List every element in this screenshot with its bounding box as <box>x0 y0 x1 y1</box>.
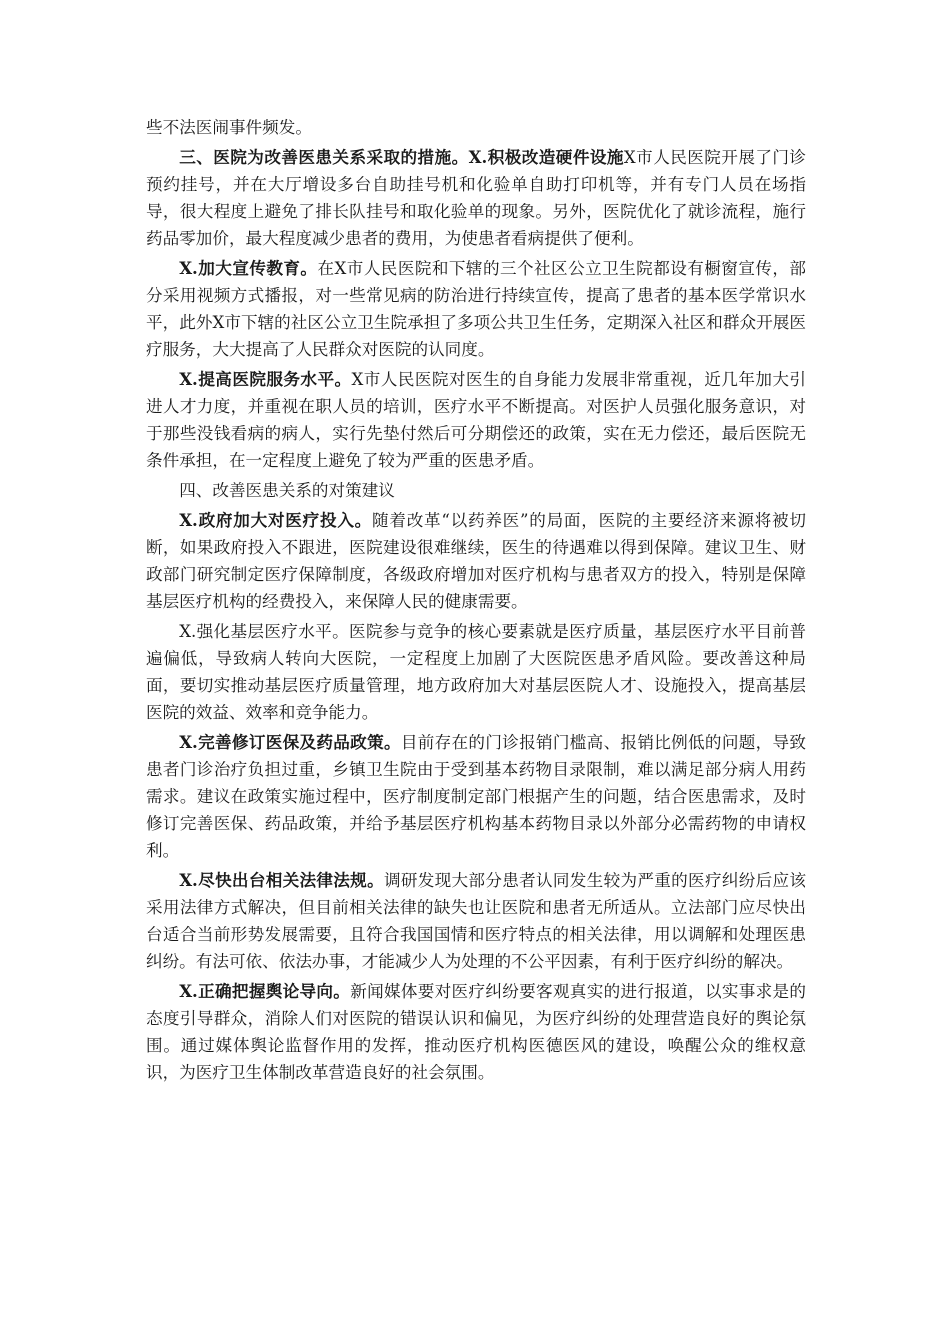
paragraph-grassroots-medical <box>146 618 806 726</box>
paragraph-legislation <box>146 867 806 975</box>
paragraph-insurance-policy <box>146 729 806 864</box>
paragraph-heading: X.提高医院服务水平。 <box>179 369 352 389</box>
paragraph-body: X.强化基层医疗水平。医院参与竞争的核心要素就是医疗质量，基层医疗水平目前普遍偏低，导致病人转向大医院，一定程度上加剧了大医院医患矛盾风险。要改善这种局面，要切实推动基层医疗质量管理，地方政府加大对基层医院人才、设施投入，提高基层医院的效益、效率和竞争能力。 <box>146 622 806 722</box>
paragraph-body: 在X市人民医院和下辖的三个社区公立卫生院都设有橱窗宣传，部分采用视频方式播报，对一些常见病的防治进行持续宣传，提高了患者的基本医学常识水平，此外X市下辖的社区公立卫生院承担了多项公共卫生任务，定期深入社区和群众开展医疗服务，大大提高了人民群众对医院的认同度。 <box>146 259 807 359</box>
section-four-heading <box>146 477 806 504</box>
paragraph-body: 随着改革“以药养医”的局面，医院的主要经济来源将被切断，如果政府投入不跟进，医院建设很难继续，医生的待遇难以得到保障。建议卫生、财政部门研究制定医疗保障制度，各级政府增加对医疗机构与患者双方的投入，特别是保障基层医疗机构的经费投入，来保障人民的健康需要。 <box>146 511 806 611</box>
paragraph-heading: X.完善修订医保及药品政策。 <box>179 732 401 752</box>
paragraph-body: 新闻媒体要对医疗纠纷要客观真实的进行报道，以实事求是的态度引导群众，消除人们对医院的错误认识和偏见，为医疗纠纷的处理营造良好的舆论氛围。通过媒体舆论监督作用的发挥，推动医疗机构医德医风的建设，唤醒公众的维权意识，为医疗卫生体制改革营造良好的社会氛围。 <box>146 982 807 1082</box>
paragraph-public-opinion <box>146 978 806 1086</box>
paragraph-heading: X.尽快出台相关法律法规。 <box>179 870 384 890</box>
paragraph-body: 些不法医闹事件频发。 <box>146 118 312 137</box>
paragraph-body: 调研发现大部分患者认同发生较为严重的医疗纠纷后应该采用法律方式解决，但目前相关法律的缺失也让医院和患者无所适从。立法部门应尽快出台适合当前形势发展需要，且符合我国国情和医疗特点的相关法律，用以调解和处理医患纠纷。有法可依、依法办事，才能减少人为处理的不公平因素，有利于医疗纠纷的解决。 <box>146 871 806 971</box>
paragraph-heading: X.政府加大对医疗投入。 <box>179 510 373 530</box>
paragraph-body: X市人民医院对医生的自身能力发展非常重视，近几年加大引进人才力度，并重视在职人员的培训，医疗水平不断提高。对医护人员强化服务意识，对于那些没钱看病的病人，实行先垫付然后可分期偿还的政策，实在无力偿还，最后医院无条件承担，在一定程度上避免了较为严重的医患矛盾。 <box>146 370 807 470</box>
paragraph-heading: X.加大宣传教育。 <box>179 258 318 278</box>
paragraph-government-investment <box>146 507 806 615</box>
paragraph-publicity <box>146 255 806 363</box>
paragraph-body: 四、改善医患关系的对策建议 <box>179 481 395 500</box>
paragraph-body: X市人民医院开展了门诊预约挂号，并在大厅增设多台自助挂号机和化验单自助打印机等，并有专门人员在场指导，很大程度上避免了排长队挂号和取化验单的现象。另外，医院优化了就诊流程，施行药品零加价，最大程度减少患者的费用，为使患者看病提供了便利。 <box>146 148 806 248</box>
paragraph-heading: 三、医院为改善医患关系采取的措施。X.积极改造硬件设施 <box>179 147 624 167</box>
paragraph-continuation <box>146 114 806 141</box>
paragraph-heading: X.正确把握舆论导向。 <box>179 981 351 1001</box>
document-page <box>146 114 806 1089</box>
section-three-heading-paragraph <box>146 144 806 252</box>
paragraph-body: 目前存在的门诊报销门槛高、报销比例低的问题，导致患者门诊治疗负担过重，乡镇卫生院由于受到基本药物目录限制，难以满足部分病人用药需求。建议在政策实施过程中，医疗制度制定部门根据产生的问题，结合医患需求，及时修订完善医保、药品政策，并给予基层医疗机构基本药物目录以外部分必需药物的申请权利。 <box>146 733 806 860</box>
paragraph-service-level <box>146 366 806 474</box>
